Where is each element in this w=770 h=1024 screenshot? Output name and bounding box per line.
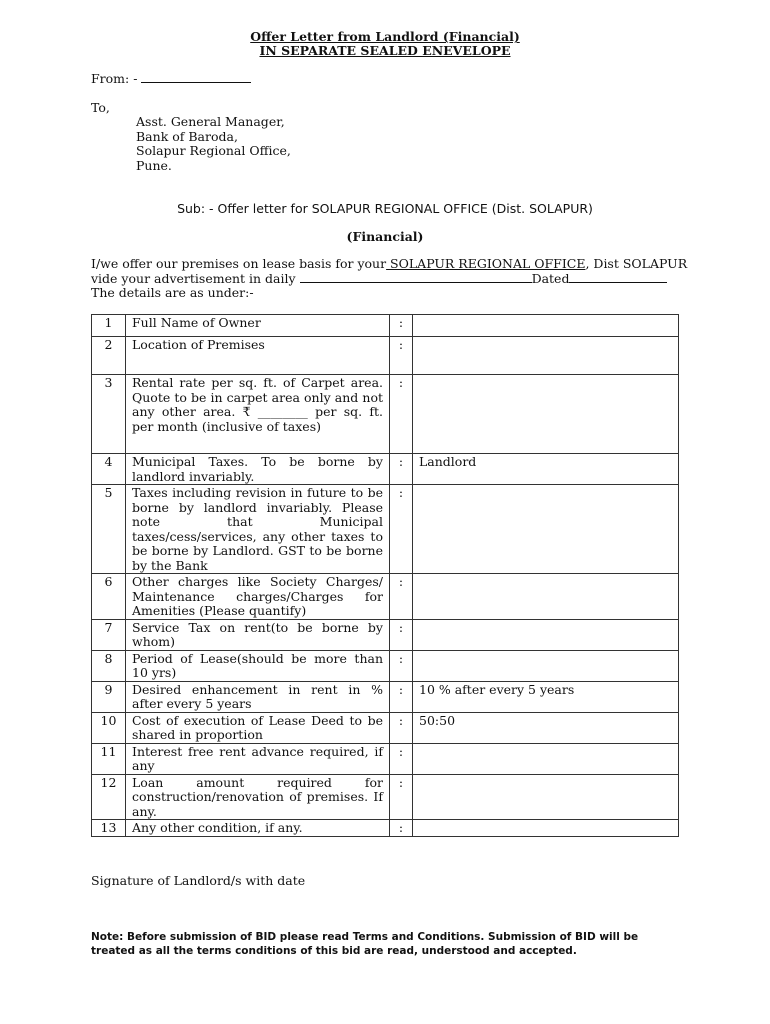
row-value[interactable] [413, 375, 679, 454]
intro-line3: The details are as under:- [91, 285, 254, 300]
row-number: 3 [92, 375, 126, 454]
row-description: Location of Premises [126, 337, 390, 375]
intro-line2: vide your advertisement in daily [91, 270, 296, 286]
row-number: 7 [92, 619, 126, 650]
intro-text: I/we offer our premises on lease basis for your [91, 256, 387, 271]
document-subtitle: IN SEPARATE SEALED ENEVELOPE [259, 43, 511, 58]
row-colon: : [390, 337, 413, 375]
address-line: Asst. General Manager, [136, 114, 285, 129]
row-number: 8 [92, 650, 126, 681]
subject-line: Sub: - Offer letter for SOLAPUR REGIONAL OFFICE (Dist. SOLAPUR) [177, 201, 593, 216]
row-description: Cost of execution of Lease Deed to be shared in proportion [126, 712, 390, 743]
table-row [92, 681, 679, 712]
table-row [92, 650, 679, 681]
office-name: SOLAPUR REGIONAL OFFICE [386, 256, 586, 271]
row-value[interactable] [413, 650, 679, 681]
row-number: 4 [92, 454, 126, 485]
table-row [92, 485, 679, 574]
details-table [91, 314, 679, 837]
table-row [92, 712, 679, 743]
table-row [92, 619, 679, 650]
row-description: Any other condition, if any. [126, 820, 390, 837]
row-number: 2 [92, 337, 126, 375]
row-number: 10 [92, 712, 126, 743]
row-number: 11 [92, 743, 126, 774]
row-value[interactable] [413, 337, 679, 375]
row-description: Interest free rent advance required, if any [126, 743, 390, 774]
address-line: Pune. [136, 157, 172, 173]
row-number: 13 [92, 820, 126, 837]
row-description: Service Tax on rent(to be borne by whom) [126, 619, 390, 650]
from-blank [141, 71, 251, 83]
section-label: (Financial) [346, 229, 424, 244]
row-colon: : [390, 681, 413, 712]
row-colon: : [390, 485, 413, 574]
row-colon: : [390, 774, 413, 820]
table-row [92, 454, 679, 485]
row-number: 5 [92, 485, 126, 574]
row-description: Rental rate per sq. ft. of Carpet area. Quote to be in carpet area only and not any other area. ₹ ________ per sq. ft. per month (inclusive of taxes) [126, 375, 390, 454]
row-value[interactable]: 10 % after every 5 years [413, 681, 679, 712]
row-colon: : [390, 712, 413, 743]
row-value[interactable] [413, 619, 679, 650]
row-colon: : [390, 650, 413, 681]
row-value[interactable] [413, 820, 679, 837]
address-line: Bank of Baroda, [136, 128, 238, 144]
document-title: Offer Letter from Landlord (Financial) [250, 29, 520, 44]
row-value[interactable] [413, 315, 679, 337]
row-number: 1 [92, 315, 126, 337]
recipient-address [136, 115, 291, 173]
row-description: Taxes including revision in future to be borne by landlord invariably. Please note that Municipal taxes/cess/services, any other taxes to be borne by Landlord. GST to be borne by the Bank [126, 485, 390, 574]
bid-note: Note: Before submission of BID please read Terms and Conditions. Submission of BID will be treated as all the terms conditions of this bid are read, understood and accepted. [91, 931, 639, 957]
row-description: Municipal Taxes. To be borne by landlord invariably. [126, 454, 390, 485]
row-description: Full Name of Owner [126, 315, 390, 337]
row-value[interactable]: Landlord [413, 454, 679, 485]
date-blank [569, 272, 667, 283]
address-line: Solapur Regional Office, [136, 143, 291, 158]
table-row [92, 337, 679, 375]
newspaper-blank [300, 272, 532, 283]
row-number: 9 [92, 681, 126, 712]
row-value[interactable] [413, 743, 679, 774]
row-colon: : [390, 619, 413, 650]
row-colon: : [390, 820, 413, 837]
row-value[interactable] [413, 574, 679, 620]
row-colon: : [390, 574, 413, 620]
row-colon: : [390, 454, 413, 485]
row-number: 6 [92, 574, 126, 620]
row-value[interactable] [413, 774, 679, 820]
row-description: Other charges like Society Charges/ Maintenance charges/Charges for Amenities (Please quantify) [126, 574, 390, 620]
row-value[interactable]: 50:50 [413, 712, 679, 743]
dated-label: Dated [531, 270, 570, 286]
from-label: From: - [91, 71, 138, 86]
row-description: Period of Lease(should be more than 10 yrs) [126, 650, 390, 681]
row-description: Loan amount required for construction/renovation of premises. If any. [126, 774, 390, 820]
table-row [92, 743, 679, 774]
table-row [92, 774, 679, 820]
row-colon: : [390, 375, 413, 454]
row-colon: : [390, 315, 413, 337]
table-row [92, 315, 679, 337]
table-row [92, 574, 679, 620]
row-description: Desired enhancement in rent in % after every 5 years [126, 681, 390, 712]
row-colon: : [390, 743, 413, 774]
from-line [91, 71, 251, 86]
table-row [92, 820, 679, 837]
row-number: 12 [92, 774, 126, 820]
table-row [92, 375, 679, 454]
intro-district: , Dist SOLAPUR [585, 256, 688, 271]
row-value[interactable] [413, 485, 679, 574]
to-label: To, [91, 100, 110, 115]
signature-label: Signature of Landlord/s with date [91, 873, 306, 888]
intro-paragraph [91, 257, 691, 301]
